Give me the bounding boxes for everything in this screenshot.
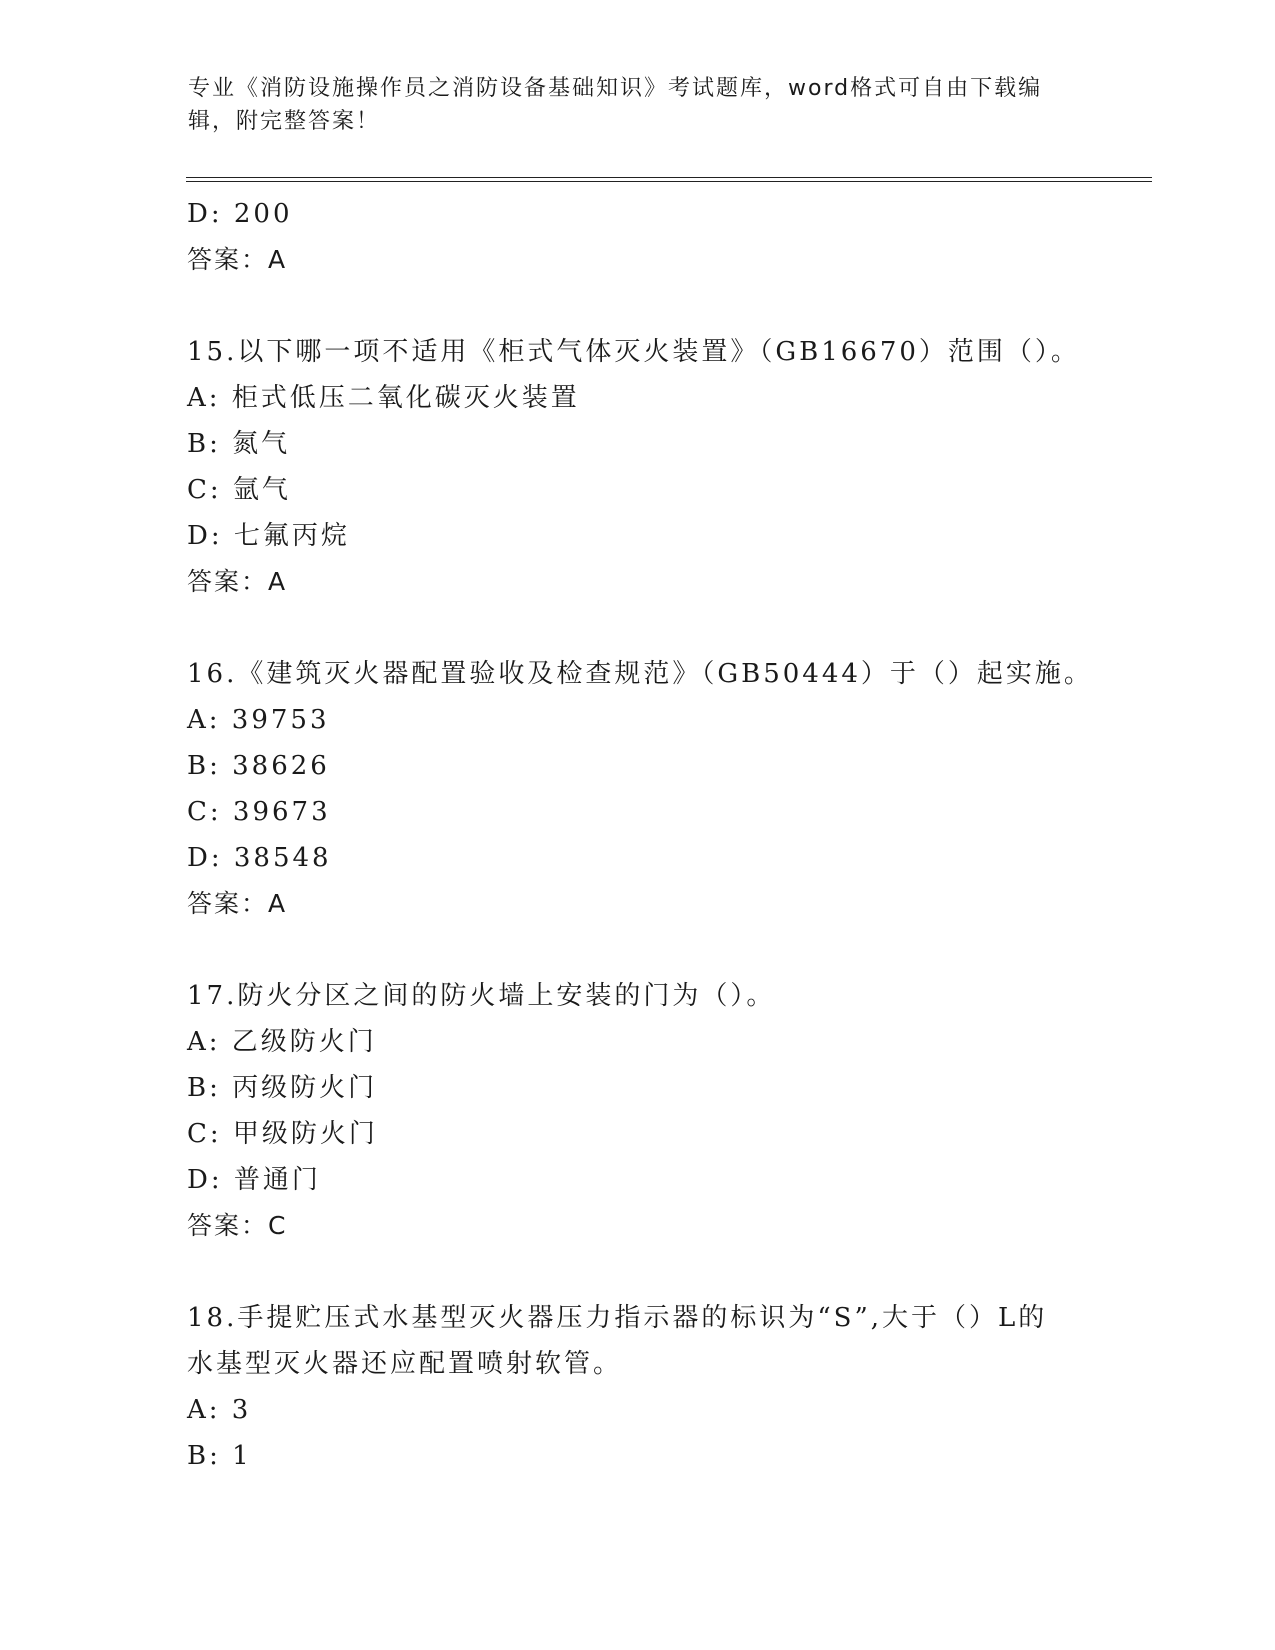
option-a: A: 3	[187, 1395, 252, 1425]
question-stem: 17.防火分区之间的防火墙上安装的门为（）。	[187, 981, 776, 1011]
document-header: 专业《消防设施操作员之消防设备基础知识》考试题库，word格式可自由下载编辑，附完整答案！	[188, 76, 1043, 134]
option-d: D: 普通门	[187, 1165, 321, 1195]
question-stem: 16.《建筑灭火器配置验收及检查规范》（GB50444）于（）起实施。	[187, 659, 1093, 689]
option-d: D: 38548	[187, 843, 332, 873]
question-stem: 15.以下哪一项不适用《柜式气体灭火装置》（GB16670）范围（）。	[187, 337, 1080, 367]
option-c: C: 氩气	[187, 475, 291, 505]
option-c: C: 39673	[187, 797, 331, 827]
option-b: B: 1	[187, 1441, 252, 1471]
option-d: D: 七氟丙烷	[187, 521, 350, 551]
answer-line: 答案：C	[187, 1211, 288, 1240]
option-a: A: 柜式低压二氧化碳灭火装置	[187, 383, 580, 413]
question-content	[187, 191, 1093, 1479]
option-b: B: 38626	[187, 751, 330, 781]
header-divider-bottom	[186, 181, 1152, 182]
option-a: A: 39753	[187, 705, 330, 735]
option-a: A: 乙级防火门	[187, 1027, 377, 1057]
option-b: B: 氮气	[187, 429, 291, 459]
option-c: C: 甲级防火门	[187, 1119, 378, 1149]
option-d: D: 200	[187, 199, 293, 229]
answer-line: 答案：A	[187, 567, 288, 596]
header-divider-top	[186, 177, 1152, 178]
question-stem: 18.手提贮压式水基型灭火器压力指示器的标识为“S”,大于（）L的水基型灭火器还应配置喷射软管。	[187, 1303, 1048, 1379]
answer-line: 答案：A	[187, 889, 288, 918]
option-b: B: 丙级防火门	[187, 1073, 378, 1103]
answer-line: 答案：A	[187, 245, 288, 274]
